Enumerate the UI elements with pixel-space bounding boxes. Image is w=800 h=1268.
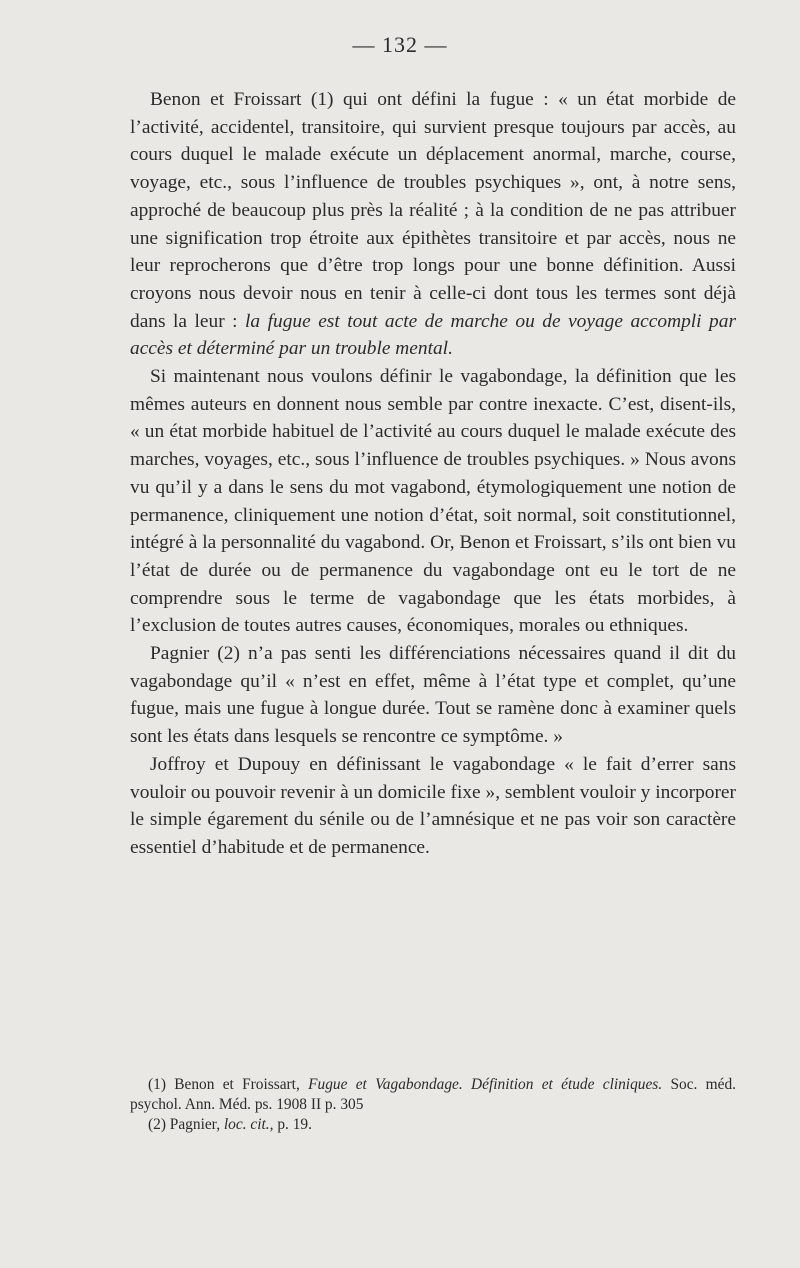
paragraph-1-text: Benon et Froissart (1) qui ont défini la fugue : « un état morbide de l’activité, accidentel, transitoire, qui survient presque toujours par accès, au cours duquel le malade exécute un déplacement anormal, marche, course, voyage, etc., sous l’influence de troubles psychiques », ont, à notre sens, approché de beaucoup plus près la réalité ; à la condition de ne pas attribuer une signification trop étroite aux épithètes transitoire et par accès, nous ne leur reprocherons que d’être trop longs pour une bonne définition. Aussi croyons nous devoir nous en tenir à celle-ci dont tous les termes sont déjà dans la leur : [130, 89, 736, 332]
paragraph-4: Joffroy et Dupouy en définissant le vagabondage « le fait d’errer sans vouloir ou pouvoir revenir à un domicile fixe », semblent vouloir y incorporer le simple égarement du sénile ou de l’amnésique et ne pas voir son caractère essentiel d’habitude et de permanence. [130, 753, 736, 858]
footnote-2 [130, 1115, 736, 1135]
paragraph-1 [130, 86, 736, 363]
footnote-1 [130, 1075, 736, 1115]
footnotes [130, 1075, 736, 1135]
fugue-definition-italic: la fugue est tout acte de marche ou de voyage accompli par accès et déterminé par un trouble mental. [130, 310, 736, 360]
footnote-1-title: Fugue et Vagabondage. Définition et étude cliniques. [308, 1076, 663, 1093]
footnote-2-page: p. 19. [273, 1116, 312, 1133]
footnote-1-author: (1) Benon et Froissart, [148, 1076, 309, 1093]
body-text [130, 86, 736, 862]
paragraph-2: Si maintenant nous voulons définir le vagabondage, la définition que les mêmes auteurs en donnent nous semble par contre inexacte. C’est, disent-ils, « un état morbide habituel de l’activité au cours duquel le malade exécute des marches, voyages, etc., sous l’influence de troubles psychiques. » Nous avons vu qu’il y a dans le sens du mot vagabond, étymologiquement une notion de permanence, cliniquement une notion d’état, soit normal, soit constitutionnel, intégré à la personnalité du vagabond. Or, Benon et Froissart, s’ils ont bien vu l’état de durée ou de permanence du vagabondage ont eu le tort de ne comprendre sous le terme de vagabondage que les états morbides, à l’exclusion de toutes autres causes, économiques, morales ou ethniques. [130, 366, 736, 637]
footnote-2-ref: loc. cit., [223, 1116, 274, 1133]
footnote-1-source: Soc. méd. psychol. Ann. Méd. ps. 1908 II p. 305 [130, 1076, 737, 1113]
footnote-2-author: (2) Pagnier, [148, 1116, 224, 1133]
page-number: — 132 — [352, 32, 448, 57]
paragraph-3: Pagnier (2) n’a pas senti les différenciations nécessaires quand il dit du vagabondage qu’il « n’est en effet, même à l’état type et complet, qu’une fugue, mais une fugue à longue durée. Tout se ramène donc à examiner quels sont les états dans lesquels se rencontre ce symptôme. » [130, 643, 736, 748]
